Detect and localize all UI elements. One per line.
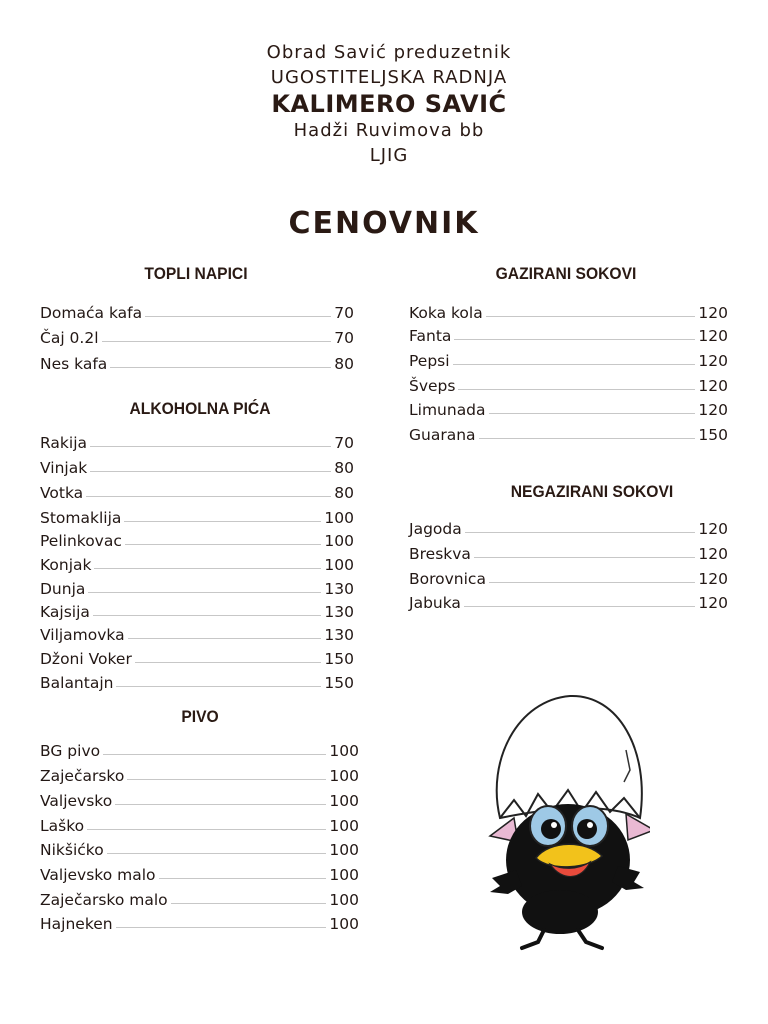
menu-item-name: Zaječarsko malo bbox=[40, 891, 168, 909]
menu-item bbox=[40, 763, 359, 785]
menu-item-name: Kajsija bbox=[40, 603, 90, 621]
menu-item-price: 120 bbox=[698, 520, 728, 538]
menu-item bbox=[40, 911, 359, 933]
business-type-line: UGOSTITELJSKA RADNJA bbox=[270, 67, 508, 88]
menu-item bbox=[40, 599, 354, 621]
leader-line bbox=[127, 778, 326, 780]
menu-item-price: 120 bbox=[698, 377, 728, 395]
menu-item-price: 80 bbox=[334, 459, 354, 477]
menu-item bbox=[40, 351, 354, 373]
leader-line bbox=[116, 926, 327, 928]
menu-item-name: Balantajn bbox=[40, 674, 114, 692]
menu-item-name: Nikšićko bbox=[40, 841, 104, 859]
menu-item-price: 120 bbox=[698, 327, 728, 345]
leader-line bbox=[464, 605, 695, 607]
menu-item-name: Dunja bbox=[40, 580, 86, 598]
menu-item-name: Pepsi bbox=[409, 352, 450, 370]
menu-item-name: Rakija bbox=[40, 434, 88, 452]
menu-item bbox=[40, 622, 354, 644]
menu-item bbox=[40, 455, 354, 477]
menu-item-price: 100 bbox=[329, 866, 359, 884]
menu-item-name: BG pivo bbox=[40, 742, 101, 760]
menu-item bbox=[40, 505, 354, 527]
menu-item bbox=[40, 837, 359, 859]
menu-item-name: Zaječarsko bbox=[40, 767, 125, 785]
menu-item-price: 120 bbox=[698, 594, 728, 612]
leader-line bbox=[86, 495, 331, 497]
leader-line bbox=[124, 520, 321, 522]
leader-line bbox=[159, 877, 327, 879]
header bbox=[0, 40, 768, 168]
menu-item-price: 120 bbox=[698, 401, 728, 419]
menu-item bbox=[40, 300, 354, 322]
menu-item-name: Guarana bbox=[409, 426, 476, 444]
menu-item bbox=[40, 480, 354, 502]
menu-item-name: Borovnica bbox=[409, 570, 486, 588]
menu-item bbox=[40, 552, 354, 574]
menu-item bbox=[409, 541, 728, 563]
leader-line bbox=[465, 531, 696, 533]
city-line: LJIG bbox=[369, 145, 409, 166]
menu-item bbox=[409, 348, 728, 370]
owner-line: Obrad Savić preduzetnik bbox=[266, 42, 512, 63]
leader-line bbox=[90, 445, 331, 447]
menu-item-name: Hajneken bbox=[40, 915, 113, 933]
menu-item-name: Jagoda bbox=[409, 520, 462, 538]
menu-item bbox=[40, 738, 359, 760]
menu-item bbox=[40, 430, 354, 452]
menu-item-name: Stomaklija bbox=[40, 509, 122, 527]
leader-line bbox=[102, 340, 332, 342]
menu-item bbox=[40, 528, 354, 550]
menu-item-price: 120 bbox=[698, 304, 728, 322]
menu-item-name: Votka bbox=[40, 484, 84, 502]
menu-item-name: Fanta bbox=[409, 327, 452, 345]
menu-item-name: Viljamovka bbox=[40, 626, 125, 644]
menu-item bbox=[40, 862, 359, 884]
menu-item bbox=[40, 887, 359, 909]
menu-item-price: 70 bbox=[334, 304, 354, 322]
leader-line bbox=[135, 661, 322, 663]
leader-line bbox=[125, 543, 322, 545]
menu-item bbox=[40, 646, 354, 668]
section-title-topli: TOPLI NAPICI bbox=[144, 264, 248, 283]
leader-line bbox=[103, 753, 326, 755]
kalimero-chick-icon bbox=[478, 690, 650, 952]
menu-item-name: Vinjak bbox=[40, 459, 88, 477]
menu-item bbox=[409, 373, 728, 395]
menu-item bbox=[409, 300, 728, 322]
menu-item-name: Čaj 0.2l bbox=[40, 329, 99, 347]
leader-line bbox=[474, 556, 695, 558]
menu-item-price: 80 bbox=[334, 355, 354, 373]
menu-item-price: 150 bbox=[324, 674, 354, 692]
leader-line bbox=[453, 363, 696, 365]
menu-item bbox=[40, 788, 359, 810]
menu-item-name: Pelinkovac bbox=[40, 532, 122, 550]
menu-item-price: 100 bbox=[324, 509, 354, 527]
menu-item-price: 130 bbox=[324, 603, 354, 621]
menu-item-name: Šveps bbox=[409, 377, 456, 395]
menu-item bbox=[40, 670, 354, 692]
menu-item-price: 100 bbox=[329, 817, 359, 835]
menu-item bbox=[409, 422, 728, 444]
leader-line bbox=[489, 412, 696, 414]
menu-item-price: 100 bbox=[329, 915, 359, 933]
leader-line bbox=[454, 338, 695, 340]
menu-item bbox=[409, 516, 728, 538]
section-title-negazirani: NEGAZIRANI SOKOVI bbox=[510, 482, 674, 501]
leader-line bbox=[94, 567, 321, 569]
leader-line bbox=[128, 637, 322, 639]
section-title-alkoholna: ALKOHOLNA PIĆA bbox=[129, 399, 271, 418]
menu-item bbox=[409, 566, 728, 588]
menu-item-price: 120 bbox=[698, 570, 728, 588]
menu-item-price: 70 bbox=[334, 434, 354, 452]
leader-line bbox=[145, 315, 331, 317]
menu-item-price: 70 bbox=[334, 329, 354, 347]
menu-item-name: Valjevsko bbox=[40, 792, 113, 810]
menu-item-name: Konjak bbox=[40, 556, 92, 574]
menu-item-price: 100 bbox=[329, 841, 359, 859]
menu-item-name: Laško bbox=[40, 817, 85, 835]
leader-line bbox=[90, 470, 331, 472]
menu-item bbox=[40, 813, 359, 835]
menu-item-price: 120 bbox=[698, 545, 728, 563]
menu-item bbox=[40, 325, 354, 347]
menu-item-name: Limunada bbox=[409, 401, 486, 419]
leader-line bbox=[458, 388, 695, 390]
business-name: KALIMERO SAVIĆ bbox=[271, 90, 507, 118]
menu-item bbox=[409, 397, 728, 419]
leader-line bbox=[87, 828, 326, 830]
leader-line bbox=[489, 581, 695, 583]
leader-line bbox=[88, 591, 321, 593]
menu-item-price: 100 bbox=[329, 792, 359, 810]
menu-item-price: 100 bbox=[329, 742, 359, 760]
leader-line bbox=[171, 902, 327, 904]
leader-line bbox=[115, 803, 326, 805]
menu-item-price: 100 bbox=[329, 767, 359, 785]
menu-item-price: 100 bbox=[324, 556, 354, 574]
menu-item-price: 100 bbox=[324, 532, 354, 550]
menu-item-name: Domaća kafa bbox=[40, 304, 143, 322]
menu-item-name: Jabuka bbox=[409, 594, 461, 612]
menu-item bbox=[40, 576, 354, 598]
menu-item-price: 120 bbox=[698, 352, 728, 370]
menu-item-name: Breskva bbox=[409, 545, 471, 563]
address-line: Hadži Ruvimova bb bbox=[293, 120, 485, 141]
menu-item-name: Džoni Voker bbox=[40, 650, 132, 668]
menu-item-price: 100 bbox=[329, 891, 359, 909]
menu-item-price: 150 bbox=[698, 426, 728, 444]
menu-item-name: Koka kola bbox=[409, 304, 483, 322]
leader-line bbox=[110, 366, 331, 368]
leader-line bbox=[116, 685, 321, 687]
leader-line bbox=[486, 315, 696, 317]
leader-line bbox=[479, 437, 696, 439]
section-title-pivo: PIVO bbox=[181, 707, 219, 726]
leader-line bbox=[93, 614, 322, 616]
menu-item-price: 150 bbox=[324, 650, 354, 668]
page-title: CENOVNIK bbox=[288, 206, 480, 241]
menu-item bbox=[409, 590, 728, 612]
menu-item-price: 130 bbox=[324, 626, 354, 644]
section-title-gazirani: GAZIRANI SOKOVI bbox=[495, 264, 637, 283]
leader-line bbox=[107, 852, 327, 854]
menu-item-price: 80 bbox=[334, 484, 354, 502]
menu-item-name: Valjevsko malo bbox=[40, 866, 156, 884]
menu-item-price: 130 bbox=[324, 580, 354, 598]
menu-item bbox=[409, 323, 728, 345]
menu-item-name: Nes kafa bbox=[40, 355, 108, 373]
